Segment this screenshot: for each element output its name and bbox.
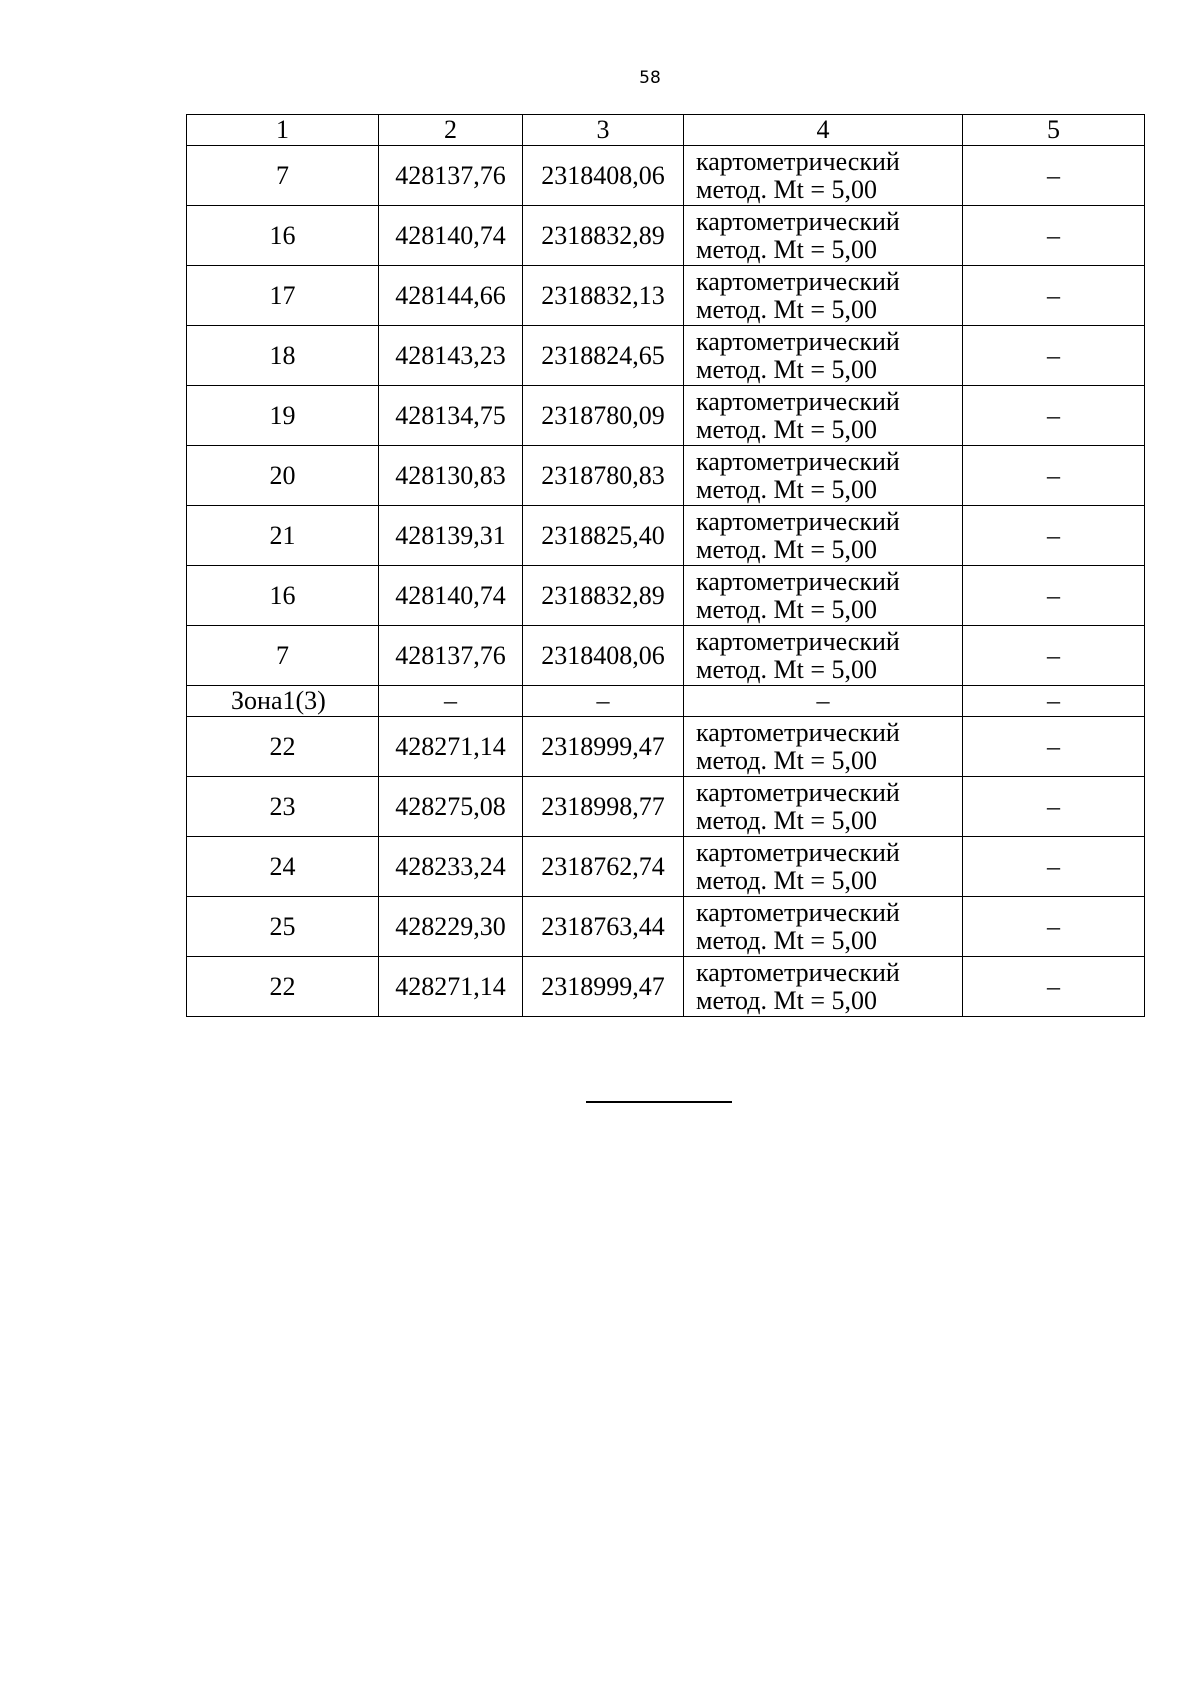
header-row <box>187 115 1145 146</box>
method-line-2: метод. Mt = 5,00 <box>696 294 877 324</box>
x-cell: 428275,08 <box>379 777 523 837</box>
method-line-1: картометрический <box>696 146 900 176</box>
x-cell: 428144,66 <box>379 266 523 326</box>
col5-cell: – <box>963 446 1145 506</box>
point-number-cell: 21 <box>187 506 379 566</box>
y-cell: 2318998,77 <box>523 777 684 837</box>
point-number-cell: 23 <box>187 777 379 837</box>
point-number-cell: 16 <box>187 206 379 266</box>
col5-cell: – <box>963 837 1145 897</box>
method-cell <box>684 837 963 897</box>
zone-name-cell: Зона1(3) <box>187 686 379 717</box>
method-line-2: метод. Mt = 5,00 <box>696 414 877 444</box>
method-line-1: картометрический <box>696 326 900 356</box>
method-line-2: метод. Mt = 5,00 <box>696 534 877 564</box>
method-cell: – <box>684 686 963 717</box>
col5-cell: – <box>963 386 1145 446</box>
x-cell: 428140,74 <box>379 566 523 626</box>
y-cell: 2318999,47 <box>523 957 684 1017</box>
y-cell: 2318780,83 <box>523 446 684 506</box>
table-row <box>187 897 1145 957</box>
table-row <box>187 957 1145 1017</box>
point-number-cell: 20 <box>187 446 379 506</box>
method-cell <box>684 206 963 266</box>
method-line-2: метод. Mt = 5,00 <box>696 925 877 955</box>
method-cell <box>684 717 963 777</box>
x-cell: 428130,83 <box>379 446 523 506</box>
method-line-1: картометрический <box>696 446 900 476</box>
method-line-1: картометрический <box>696 566 900 596</box>
method-line-1: картометрический <box>696 897 900 927</box>
col5-cell: – <box>963 717 1145 777</box>
point-number-cell: 7 <box>187 626 379 686</box>
col5-cell: – <box>963 506 1145 566</box>
method-line-1: картометрический <box>696 506 900 536</box>
x-cell: 428271,14 <box>379 717 523 777</box>
point-number-cell: 16 <box>187 566 379 626</box>
method-cell <box>684 266 963 326</box>
y-cell: 2318999,47 <box>523 717 684 777</box>
point-number-cell: 7 <box>187 146 379 206</box>
y-cell: – <box>523 686 684 717</box>
x-cell: – <box>379 686 523 717</box>
point-number-cell: 22 <box>187 957 379 1017</box>
method-line-2: метод. Mt = 5,00 <box>696 745 877 775</box>
method-line-1: картометрический <box>696 957 900 987</box>
method-cell <box>684 626 963 686</box>
y-cell: 2318832,89 <box>523 566 684 626</box>
table-row <box>187 566 1145 626</box>
table-row <box>187 837 1145 897</box>
col5-cell: – <box>963 777 1145 837</box>
col5-cell: – <box>963 686 1145 717</box>
method-line-2: метод. Mt = 5,00 <box>696 594 877 624</box>
y-cell: 2318762,74 <box>523 837 684 897</box>
method-line-2: метод. Mt = 5,00 <box>696 805 877 835</box>
table-row <box>187 326 1145 386</box>
col5-cell: – <box>963 206 1145 266</box>
end-divider <box>586 1101 732 1103</box>
method-cell <box>684 386 963 446</box>
table-row <box>187 717 1145 777</box>
point-number-cell: 19 <box>187 386 379 446</box>
method-line-1: картометрический <box>696 206 900 236</box>
method-cell <box>684 146 963 206</box>
method-cell <box>684 566 963 626</box>
header-cell-3: 3 <box>523 115 684 146</box>
method-line-2: метод. Mt = 5,00 <box>696 865 877 895</box>
method-cell <box>684 446 963 506</box>
x-cell: 428271,14 <box>379 957 523 1017</box>
point-number-cell: 24 <box>187 837 379 897</box>
x-cell: 428140,74 <box>379 206 523 266</box>
table-row <box>187 626 1145 686</box>
method-line-2: метод. Mt = 5,00 <box>696 354 877 384</box>
method-cell <box>684 506 963 566</box>
page-number: 58 <box>639 68 661 88</box>
col5-cell: – <box>963 957 1145 1017</box>
x-cell: 428137,76 <box>379 626 523 686</box>
method-line-1: картометрический <box>696 777 900 807</box>
y-cell: 2318780,09 <box>523 386 684 446</box>
method-line-1: картометрический <box>696 837 900 867</box>
method-line-2: метод. Mt = 5,00 <box>696 654 877 684</box>
x-cell: 428137,76 <box>379 146 523 206</box>
x-cell: 428134,75 <box>379 386 523 446</box>
x-cell: 428233,24 <box>379 837 523 897</box>
y-cell: 2318832,89 <box>523 206 684 266</box>
header-cell-4: 4 <box>684 115 963 146</box>
point-number-cell: 25 <box>187 897 379 957</box>
method-cell <box>684 777 963 837</box>
table-body <box>187 115 1145 1017</box>
table-row <box>187 446 1145 506</box>
table-row <box>187 506 1145 566</box>
method-line-1: картометрический <box>696 386 900 416</box>
table-row <box>187 206 1145 266</box>
header-cell-2: 2 <box>379 115 523 146</box>
method-line-2: метод. Mt = 5,00 <box>696 474 877 504</box>
method-cell <box>684 326 963 386</box>
header-cell-5: 5 <box>963 115 1145 146</box>
x-cell: 428229,30 <box>379 897 523 957</box>
table-row <box>187 266 1145 326</box>
col5-cell: – <box>963 326 1145 386</box>
point-number-cell: 22 <box>187 717 379 777</box>
header-cell-1: 1 <box>187 115 379 146</box>
y-cell: 2318825,40 <box>523 506 684 566</box>
method-line-2: метод. Mt = 5,00 <box>696 985 877 1015</box>
x-cell: 428143,23 <box>379 326 523 386</box>
zone-row <box>187 686 1145 717</box>
method-line-1: картометрический <box>696 717 900 747</box>
point-number-cell: 17 <box>187 266 379 326</box>
table-row <box>187 386 1145 446</box>
method-line-1: картометрический <box>696 626 900 656</box>
col5-cell: – <box>963 266 1145 326</box>
x-cell: 428139,31 <box>379 506 523 566</box>
col5-cell: – <box>963 146 1145 206</box>
method-line-2: метод. Mt = 5,00 <box>696 234 877 264</box>
method-cell <box>684 957 963 1017</box>
y-cell: 2318832,13 <box>523 266 684 326</box>
y-cell: 2318763,44 <box>523 897 684 957</box>
col5-cell: – <box>963 897 1145 957</box>
col5-cell: – <box>963 566 1145 626</box>
y-cell: 2318408,06 <box>523 146 684 206</box>
y-cell: 2318408,06 <box>523 626 684 686</box>
method-line-1: картометрический <box>696 266 900 296</box>
coordinates-table <box>186 114 1145 1017</box>
table-row <box>187 777 1145 837</box>
y-cell: 2318824,65 <box>523 326 684 386</box>
method-line-2: метод. Mt = 5,00 <box>696 174 877 204</box>
table-row <box>187 146 1145 206</box>
col5-cell: – <box>963 626 1145 686</box>
method-cell <box>684 897 963 957</box>
point-number-cell: 18 <box>187 326 379 386</box>
